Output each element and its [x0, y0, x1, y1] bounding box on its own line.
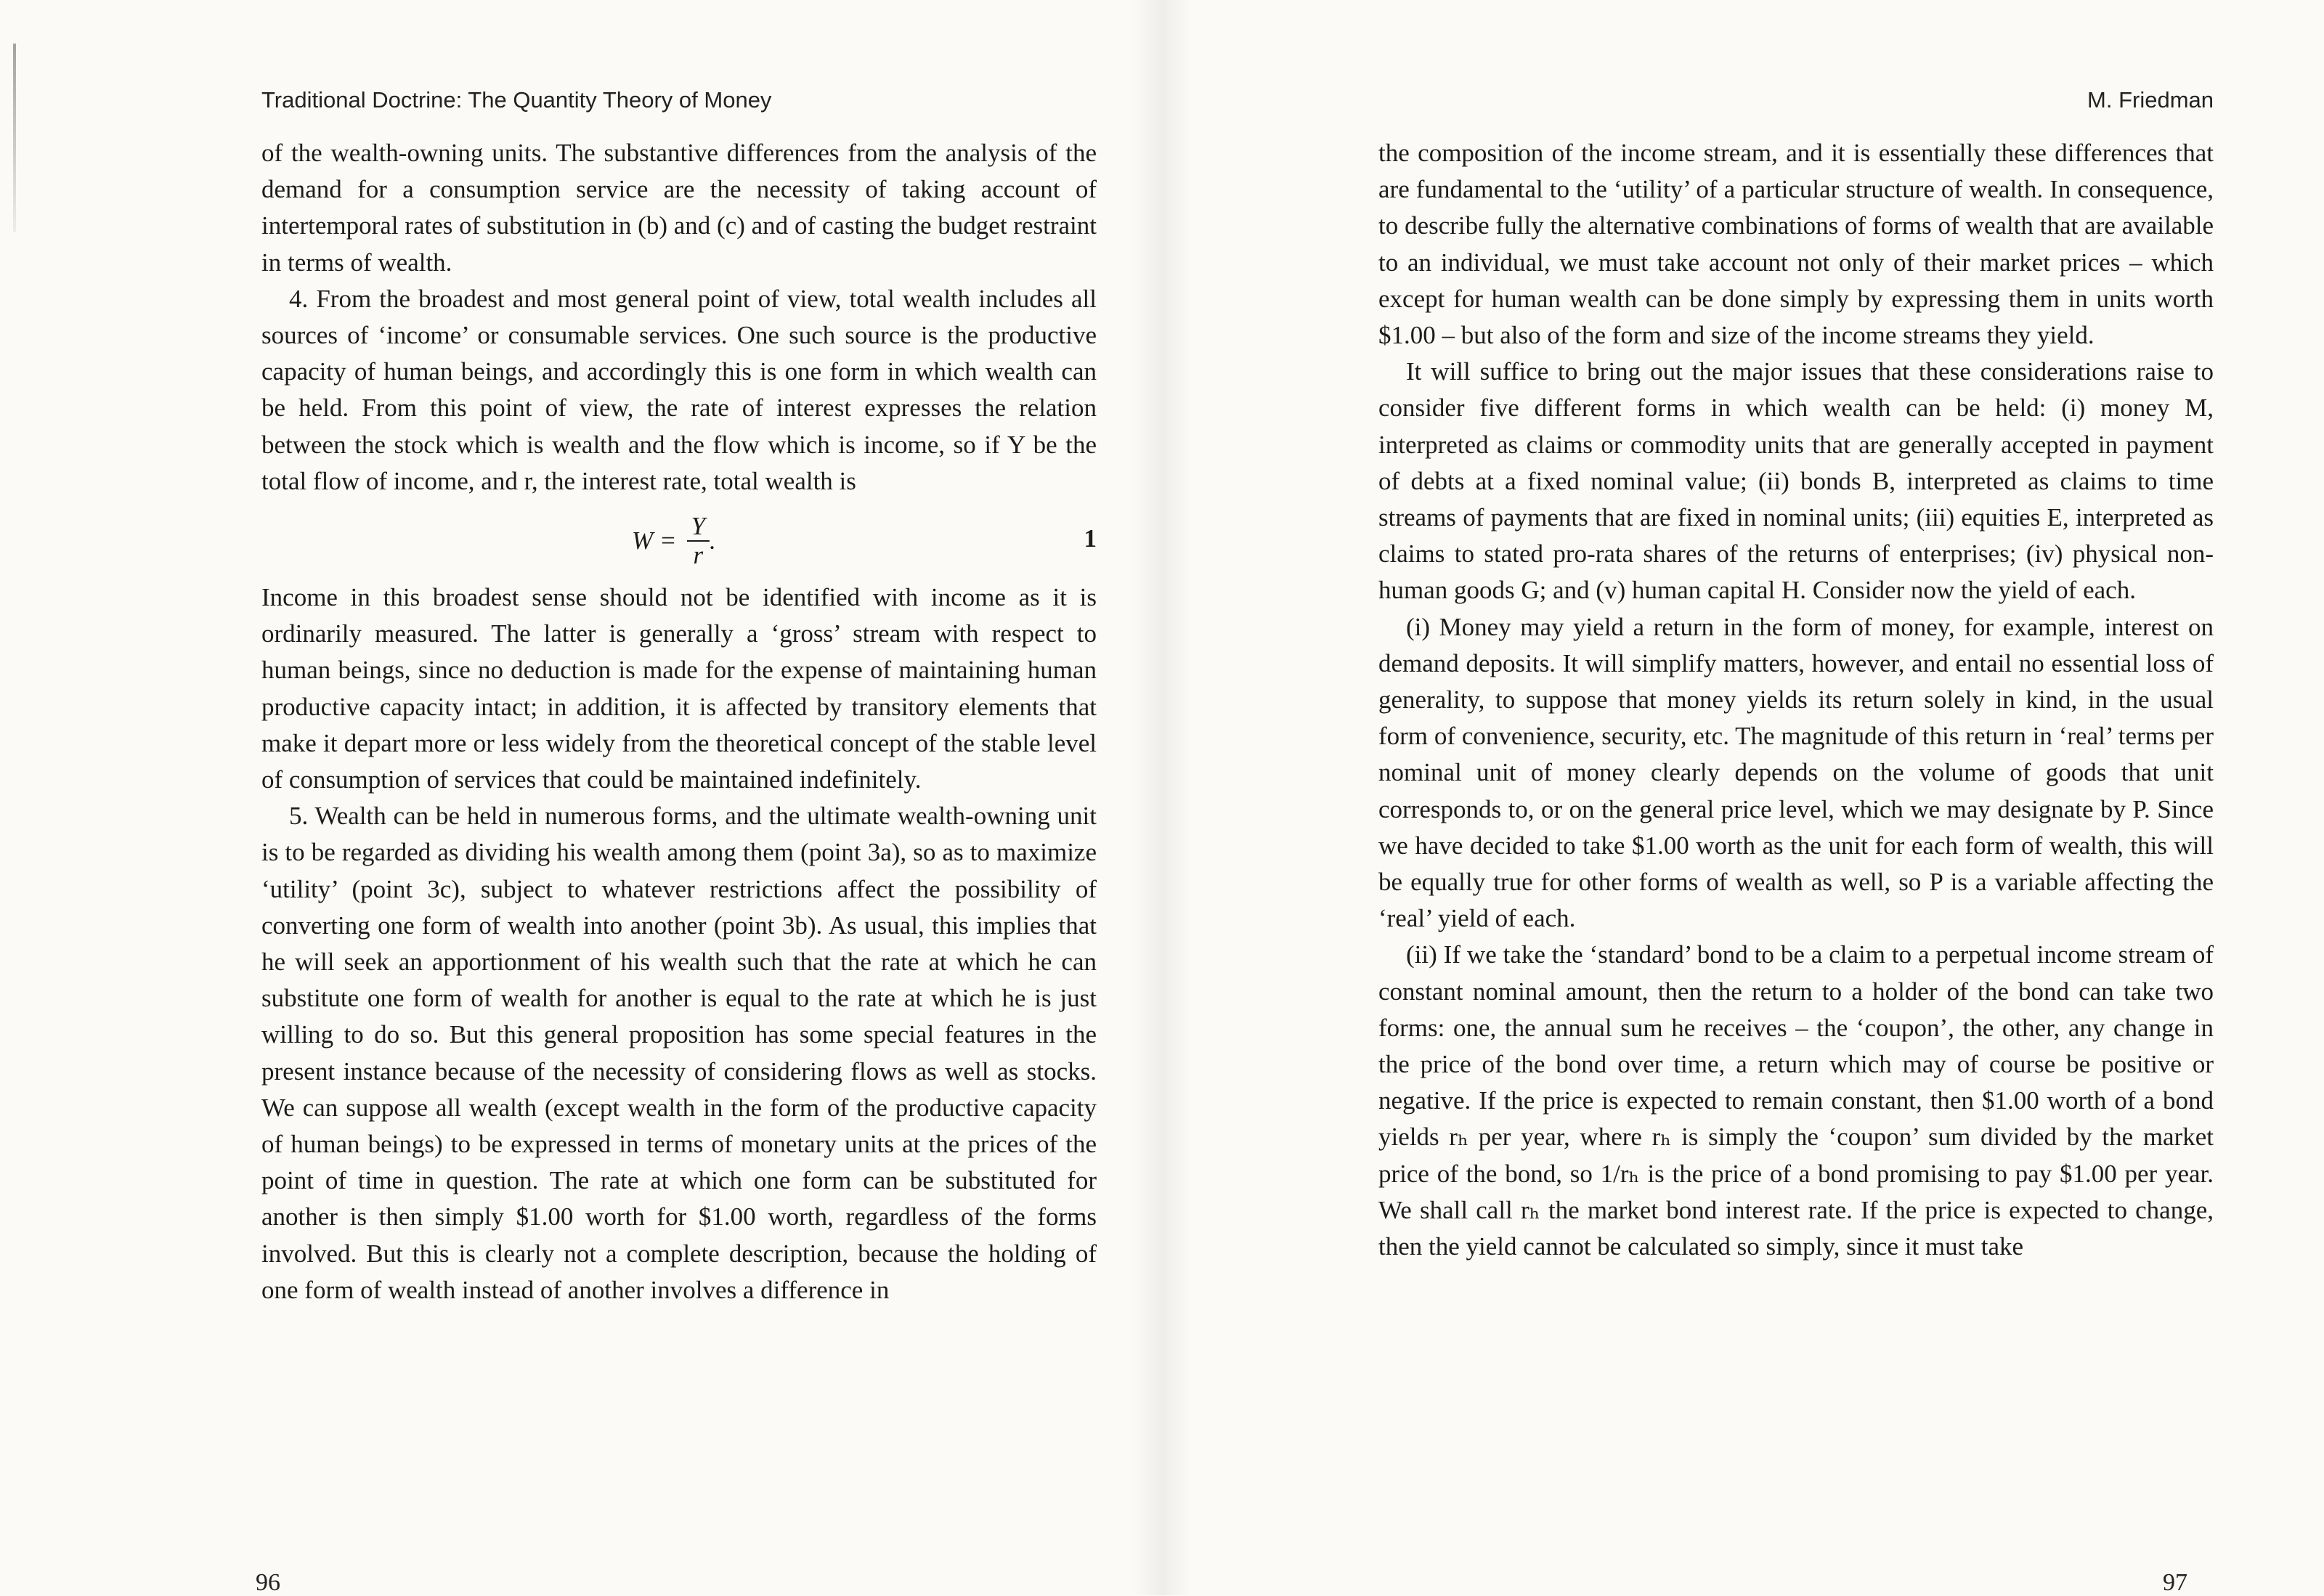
left-paragraph: of the wealth-owning units. The substantive differences from the analysis of the demand for a consumption service are the necessity of taking account of intertemporal rates of substitution in (b) and (c) and of casting the budget restraint in terms of wealth. — [261, 139, 1097, 277]
left-page-number: 96 — [256, 1569, 280, 1596]
right-paragraph: (i) Money may yield a return in the form of money, for example, interest on demand deposits. It will simplify matters, however, and entail no essential loss of generality, to suppose that money yields its return solely in kind, in the usual form of convenience, security, etc. The magnitude of this return in ‘real’ terms per nominal unit of money clearly depends on the volume of goods that unit corresponds to, or on the general price level, which we may designate by P. Since we have decided to take $1.00 worth as the unit for each form of wealth, this will be equally true for other forms of wealth as well, so P is a variable affecting the ‘real’ yield of each. — [1378, 612, 2214, 933]
equation-lhs: W = — [632, 526, 677, 555]
right-paragraph: the composition of the income stream, and it is essentially these differences that are fundamental to the ‘utility’ of a particular structure of wealth. In consequence, to describe fully the alternative combinations of forms of wealth that are available to an individual, we must take account not only of their market prices – which except for human wealth can be done simply by expressing them in units worth $1.00 – but also of the form and size of the income streams they yield. — [1378, 139, 2214, 350]
left-page — [261, 86, 1097, 1308]
page-edge-mark — [13, 44, 16, 232]
book-gutter-shadow — [1133, 0, 1191, 1595]
equation-number: 1 — [1084, 524, 1097, 553]
equation-expression — [632, 513, 716, 569]
equation-suffix: . — [710, 526, 716, 555]
right-running-head: M. Friedman — [2087, 87, 2214, 113]
left-paragraph: 5. Wealth can be held in numerous forms, and the ultimate wealth-owning unit is to be regarded as dividing his wealth among them (point 3a), so as to maximize ‘utility’ (point 3c), subject to whatever restrictions affect the possibility of converting one form of wealth into another (point 3b). As usual, this implies that he will seek an apportionment of his wealth such that the rate at which he can substitute one form of wealth for another is equal to the rate at which he is just willing to do so. But this general proposition has some special features in the present instance because of the necessity of considering flows as well as stocks. We can suppose all wealth (except wealth in the form of the productive capacity of human beings) to be expressed in terms of monetary units at the prices of the point of time in question. The rate at which one form can be substituted for another is then simply $1.00 worth for $1.00 worth, regardless of the forms involved. But this is clearly not a complete description, because the holding of one form of wealth instead of another involves a difference in — [261, 802, 1097, 1304]
right-page-number: 97 — [2163, 1569, 2187, 1596]
right-paragraph: (ii) If we take the ‘standard’ bond to be a claim to a perpetual income stream of constant nominal amount, then the return to a holder of the bond can take two forms: one, the annual sum he receives – the ‘coupon’, the other, any change in the price of the bond over time, a return which may of course be positive or negative. If the price is expected to remain constant, then $1.00 worth of a bond yields rₕ per year, where rₕ is simply the ‘coupon’ sum divided by the market price of the bond, so 1/rₕ is the price of a bond promising to pay $1.00 per year. We shall call rₕ the market bond interest rate. If the price is expected to change, then the yield cannot be calculated so simply, since it must take — [1378, 940, 2214, 1261]
left-body-text — [261, 135, 1097, 1308]
left-paragraph: Income in this broadest sense should not be identified with income as it is ordinarily measured. The latter is generally a ‘gross’ stream with respect to human beings, since no deduction is made for the expense of maintaining human productive capacity intact; in addition, it is affected by transitory elements that make it depart more or less widely from the theoretical concept of the stable level of consumption of services that could be maintained indefinitely. — [261, 583, 1097, 794]
right-paragraph: It will suffice to bring out the major issues that these considerations raise to consider five different forms in which wealth can be held: (i) money M, interpreted as claims or commodity units that are generally accepted in payment of debts at a fixed nominal value; (ii) bonds B, interpreted as claims to time streams of payments that are fixed in nominal units; (iii) equities E, interpreted as claims to stated pro-rata shares of the returns of enterprises; (iv) physical non-human goods G; and (v) human capital H. Consider now the yield of each. — [1378, 357, 2214, 605]
right-page — [1378, 86, 2214, 1265]
equation-fraction — [687, 513, 710, 569]
equation-1 — [261, 502, 1097, 572]
equation-numerator: Y — [687, 513, 710, 542]
left-running-head: Traditional Doctrine: The Quantity Theory of Money — [261, 87, 772, 113]
right-body-text — [1378, 135, 2214, 1265]
equation-denominator: r — [693, 541, 704, 570]
left-paragraph: 4. From the broadest and most general point of view, total wealth includes all sources of ‘income’ or consumable services. One such source is the productive capacity of human beings, and accordingly this is one form in which wealth can be held. From this point of view, the rate of interest expresses the relation between the stock which is wealth and the flow which is income, so if Y be the total flow of income, and r, the interest rate, total wealth is — [261, 284, 1097, 495]
